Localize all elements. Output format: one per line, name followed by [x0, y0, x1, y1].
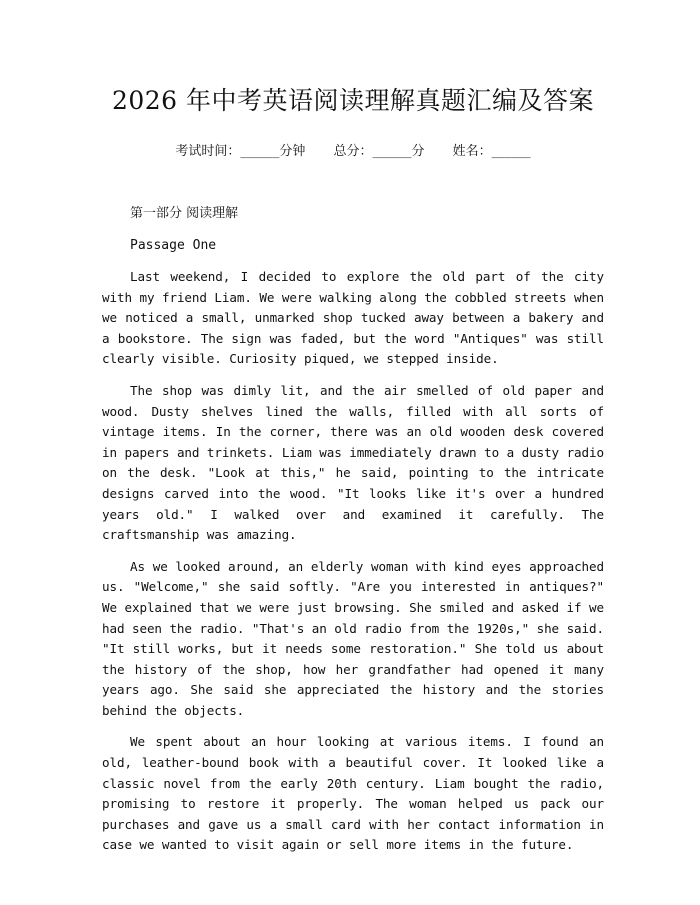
exam-name-field: 姓名：______ [452, 144, 531, 159]
document-title: 2026 年中考英语阅读理解真题汇编及答案 [111, 86, 595, 115]
exam-time-field: 考试时间：______分钟 [175, 144, 306, 159]
section-heading: 第一部分 阅读理解 [130, 206, 239, 221]
passage-title: Passage One [130, 238, 217, 253]
paragraph-2: The shop was dimly lit, and the air smelled of old paper and wood. Dusty shelves lined the walls, filled with all sorts of vintage items. In the corner, there was an old wooden desk covered in papers and trinkets. Liam was immediately drawn to a dusty radio on the desk. "Look at this," he said, pointing to the intricate designs carved into the wood. "It looks like it's over a hundred years old." I walked over and examined it carefully. The craftsmanship was amazing. [102, 382, 604, 543]
paragraph-4: We spent about an hour looking at various items. I found an old, leather-bound book with a beautiful cover. It looked like a classic novel from the early 20th century. Liam bought the radio, promising to restore it properly. The woman helped us pack our purchases and gave us a small card with her contact information in case we wanted to visit again or sell more items in the future. [102, 734, 604, 853]
paragraph-1: Last weekend, I decided to explore the old part of the city with my friend Liam. We were walking along the cobbled streets when we noticed a small, unmarked shop tucked away between a bakery and a bookstore. The sign was faded, but the word "Antiques" was still clearly visible. Curiosity piqued, we stepped inside. [102, 269, 604, 367]
exam-score-field: 总分：______分 [333, 144, 425, 159]
paragraph-3: As we looked around, an elderly woman with kind eyes approached us. "Welcome," she said softly. "Are you interested in antiques?" We explained that we were just browsing. She smiled and asked if we had seen the radio. "That's an old radio from the 1920s," she said. "It still works, but it needs some restoration." She told us about the history of the shop, how her grandfather had opened it many years ago. She said she appreciated the history and the stories behind the objects. [102, 558, 604, 718]
exam-info [102, 143, 604, 161]
